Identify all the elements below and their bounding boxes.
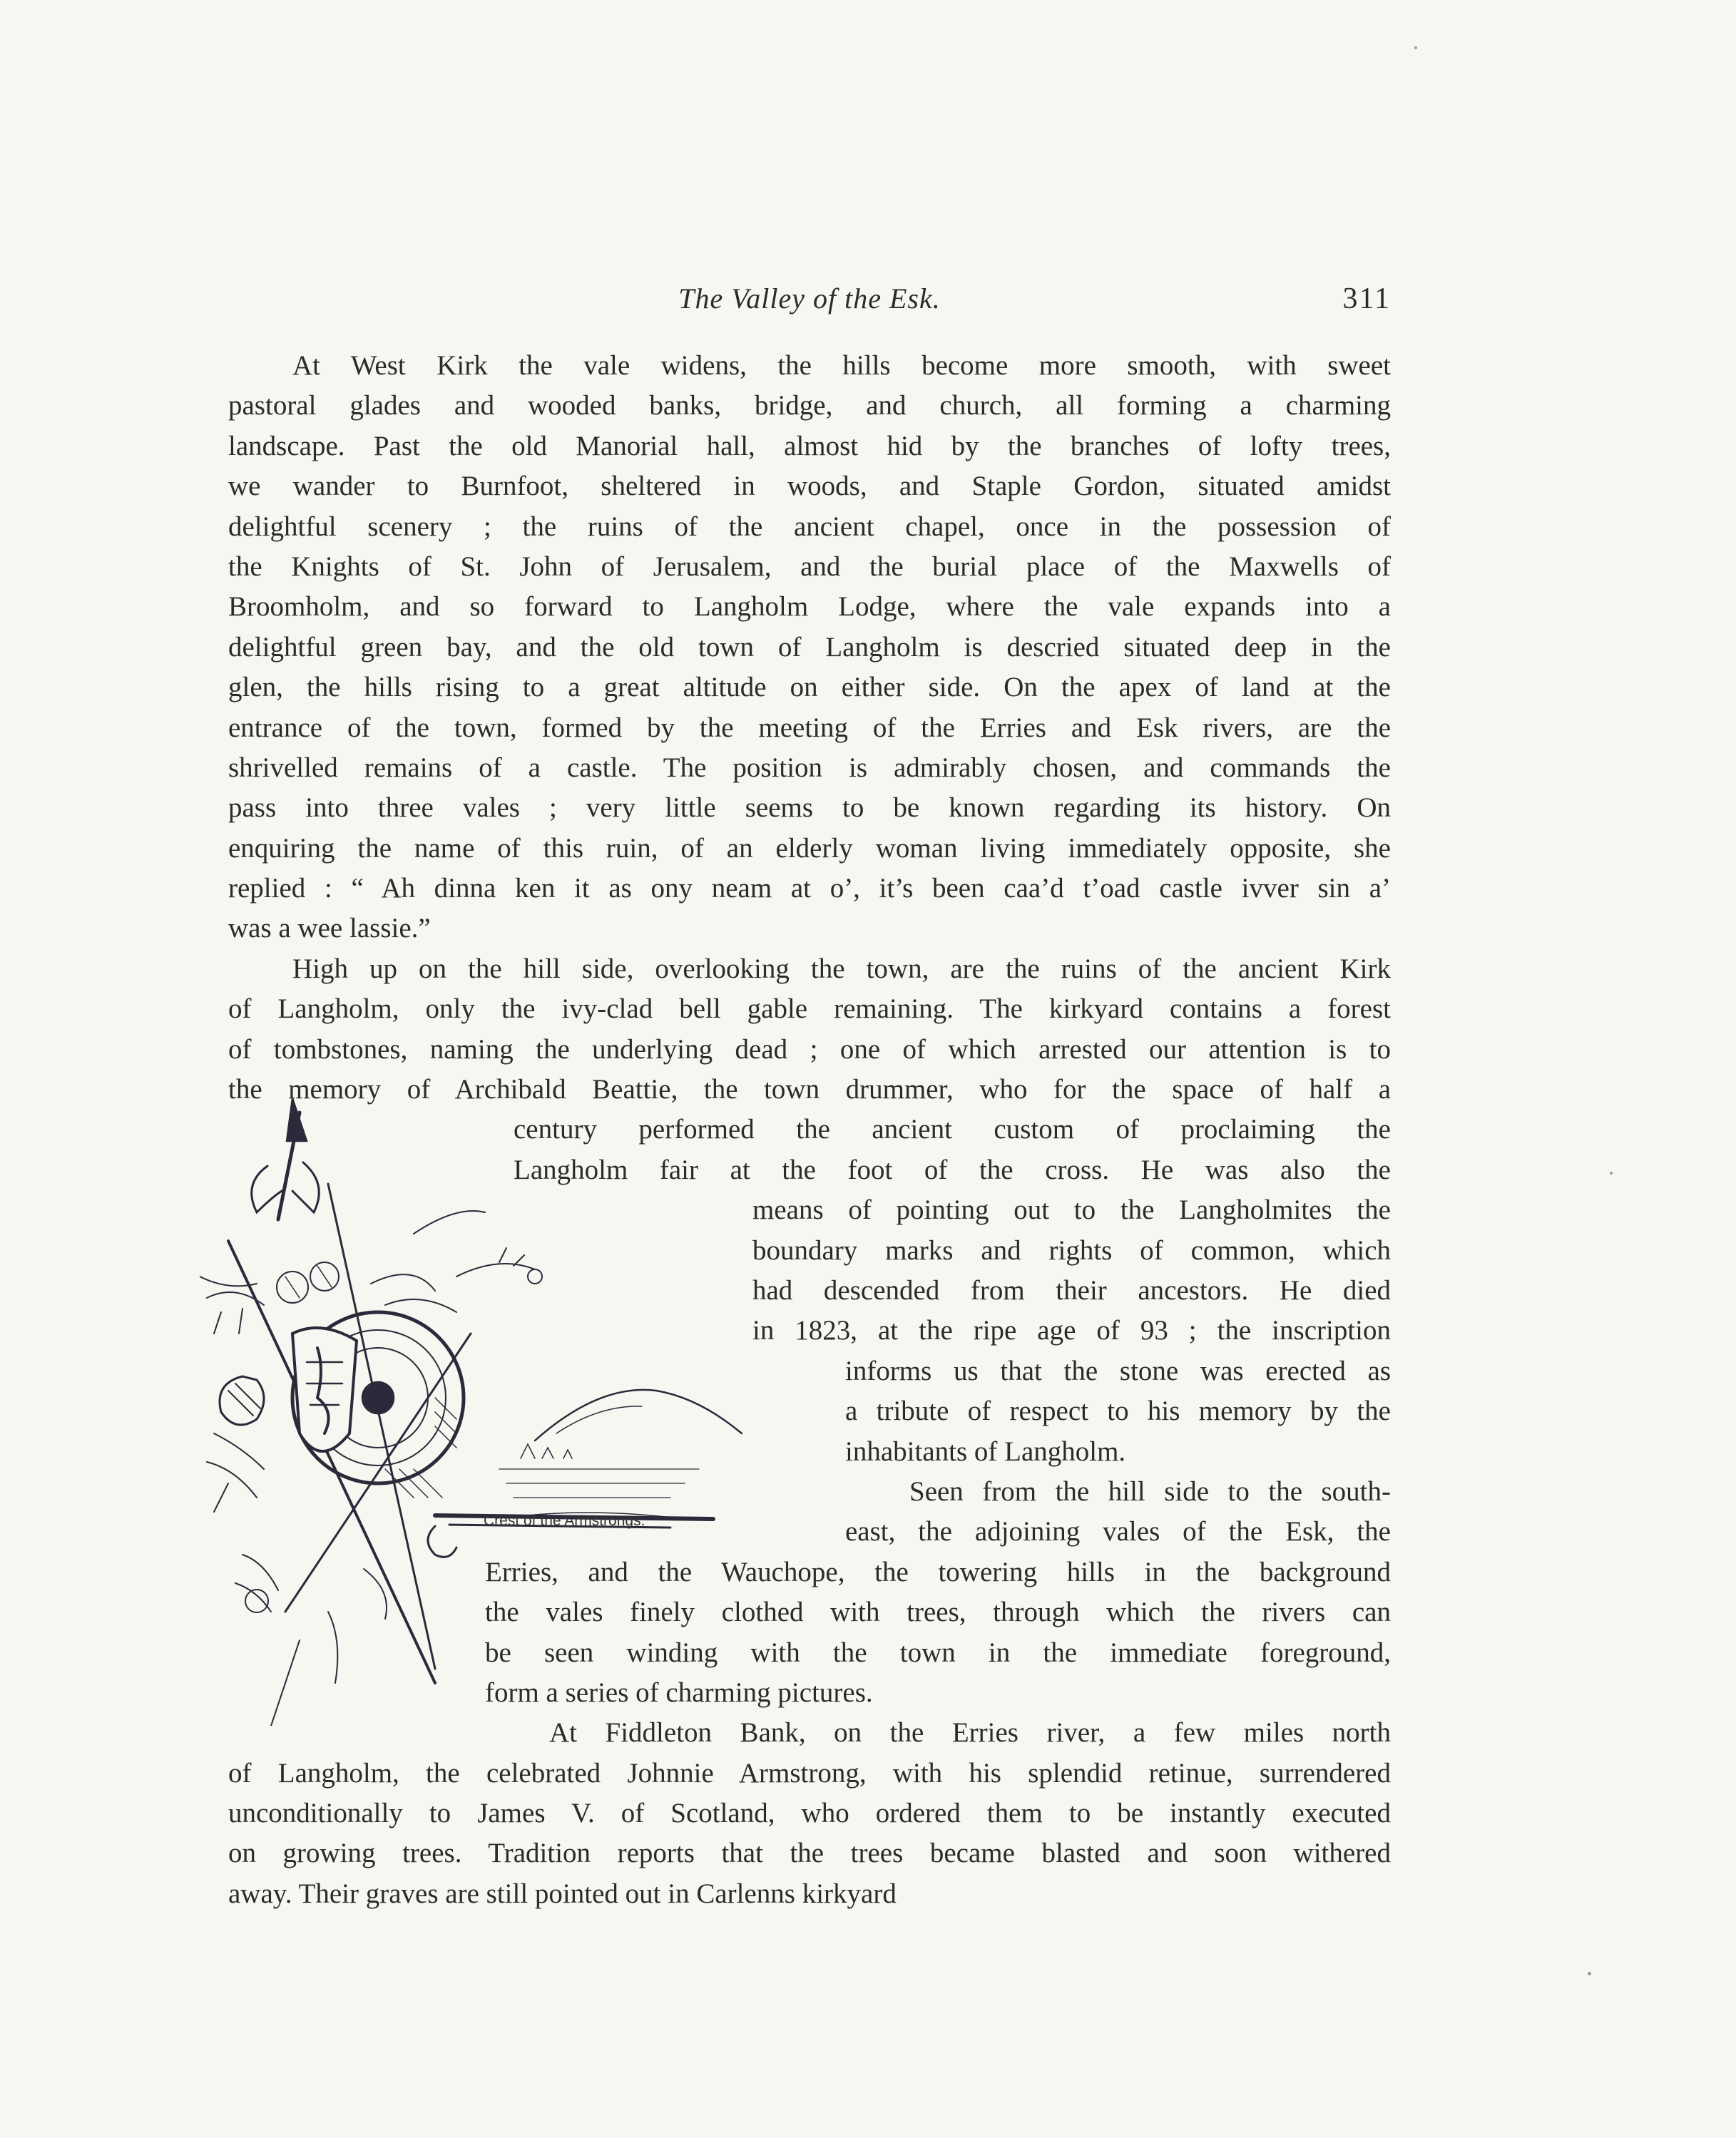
text-line: glen, the hills rising to a great altitude on either side. On the apex of land at the bbox=[228, 672, 1391, 703]
text-line: be seen winding with the town in the immediate foreground, bbox=[485, 1637, 1391, 1668]
running-header bbox=[228, 282, 1391, 324]
text-line: form a series of charming pictures. bbox=[485, 1677, 873, 1708]
hill-line bbox=[535, 1390, 742, 1441]
text-line: was a wee lassie.” bbox=[228, 913, 431, 944]
text-line: Erries, and the Wauchope, the towering hills in the background bbox=[485, 1556, 1391, 1587]
text-line: means of pointing out to the Langholmites the bbox=[752, 1195, 1391, 1226]
text-line: informs us that the stone was erected as bbox=[845, 1355, 1391, 1386]
spear-shaft bbox=[228, 1241, 435, 1683]
text-line: we wander to Burnfoot, sheltered in woods, and Staple Gordon, situated amidst bbox=[228, 471, 1391, 502]
crest-illustration bbox=[200, 1098, 756, 1726]
text-line: Broomholm, and so forward to Langholm Lodge, where the vale expands into a bbox=[228, 591, 1391, 623]
illustration-caption: Crest of the Armstrongs. bbox=[484, 1513, 645, 1529]
text-line: unconditionally to James V. of Scotland, who ordered them to be instantly executed bbox=[228, 1798, 1391, 1829]
text-line: enquiring the name of this ruin, of an elderly woman living immediately opposite, she bbox=[228, 832, 1391, 864]
text-line: shrivelled remains of a castle. The position is admirably chosen, and commands the bbox=[228, 752, 1391, 783]
text-line: At Fiddleton Bank, on the Erries river, a few miles north bbox=[549, 1717, 1391, 1749]
text-line: the memory of Archibald Beattie, the town drummer, who for the space of half a bbox=[228, 1074, 1391, 1105]
text-line: the Knights of St. John of Jerusalem, and the burial place of the Maxwells of bbox=[228, 551, 1391, 582]
text-line: away. Their graves are still pointed out in Carlenns kirkyard bbox=[228, 1878, 897, 1909]
text-line: At West Kirk the vale widens, the hills become more smooth, with sweet bbox=[292, 350, 1391, 381]
text-line: century performed the ancient custom of proclaiming the bbox=[514, 1114, 1391, 1145]
text-line: on growing trees. Tradition reports that the trees became blasted and soon withered bbox=[228, 1838, 1391, 1869]
text-line: of tombstones, naming the underlying dead ; one of which arrested our attention is to bbox=[228, 1033, 1391, 1065]
foliage bbox=[200, 1277, 264, 1334]
running-title: The Valley of the Esk. bbox=[678, 282, 941, 314]
text-line: of Langholm, the celebrated Johnnie Armstrong, with his splendid retinue, surrendered bbox=[228, 1757, 1391, 1789]
text-line: pastoral glades and wooded banks, bridge, and church, all forming a charming bbox=[228, 390, 1391, 421]
text-line: delightful green bay, and the old town of Langholm is descried situated deep in the bbox=[228, 631, 1391, 663]
paper-speck bbox=[1610, 1172, 1613, 1175]
text-line: of Langholm, only the ivy-clad bell gable remaining. The kirkyard contains a forest bbox=[228, 993, 1391, 1025]
text-line: replied : “ Ah dinna ken it as ony neam at o’, it’s been caa’d t’oad castle ivver sin a’ bbox=[228, 873, 1391, 904]
text-line: delightful scenery ; the ruins of the ancient chapel, once in the possession of bbox=[228, 511, 1391, 542]
text-line: inhabitants of Langholm. bbox=[845, 1436, 1126, 1467]
text-line: Seen from the hill side to the south- bbox=[909, 1475, 1391, 1507]
paper-speck bbox=[1414, 46, 1417, 49]
text-line: boundary marks and rights of common, which bbox=[752, 1234, 1391, 1266]
text-line: Langholm fair at the foot of the cross. He was also the bbox=[514, 1154, 1391, 1185]
text-line: a tribute of respect to his memory by the bbox=[845, 1396, 1391, 1427]
text-line: east, the adjoining vales of the Esk, the bbox=[845, 1516, 1391, 1548]
text-line: the vales finely clothed with trees, through which the rivers can bbox=[485, 1597, 1391, 1628]
text-line: landscape. Past the old Manorial hall, almost hid by the branches of lofty trees, bbox=[228, 430, 1391, 461]
paper-speck bbox=[1588, 1972, 1591, 1975]
text-line: had descended from their ancestors. He died bbox=[752, 1274, 1391, 1306]
text-line: High up on the hill side, overlooking the town, are the ruins of the ancient Kirk bbox=[292, 953, 1391, 984]
text-line: entrance of the town, formed by the meeting of the Erries and Esk rivers, are the bbox=[228, 712, 1391, 743]
text-line: in 1823, at the ripe age of 93 ; the inscription bbox=[752, 1315, 1391, 1346]
page-number: 311 bbox=[1342, 282, 1391, 315]
text-line: pass into three vales ; very little seems to be known regarding its history. On bbox=[228, 792, 1391, 824]
